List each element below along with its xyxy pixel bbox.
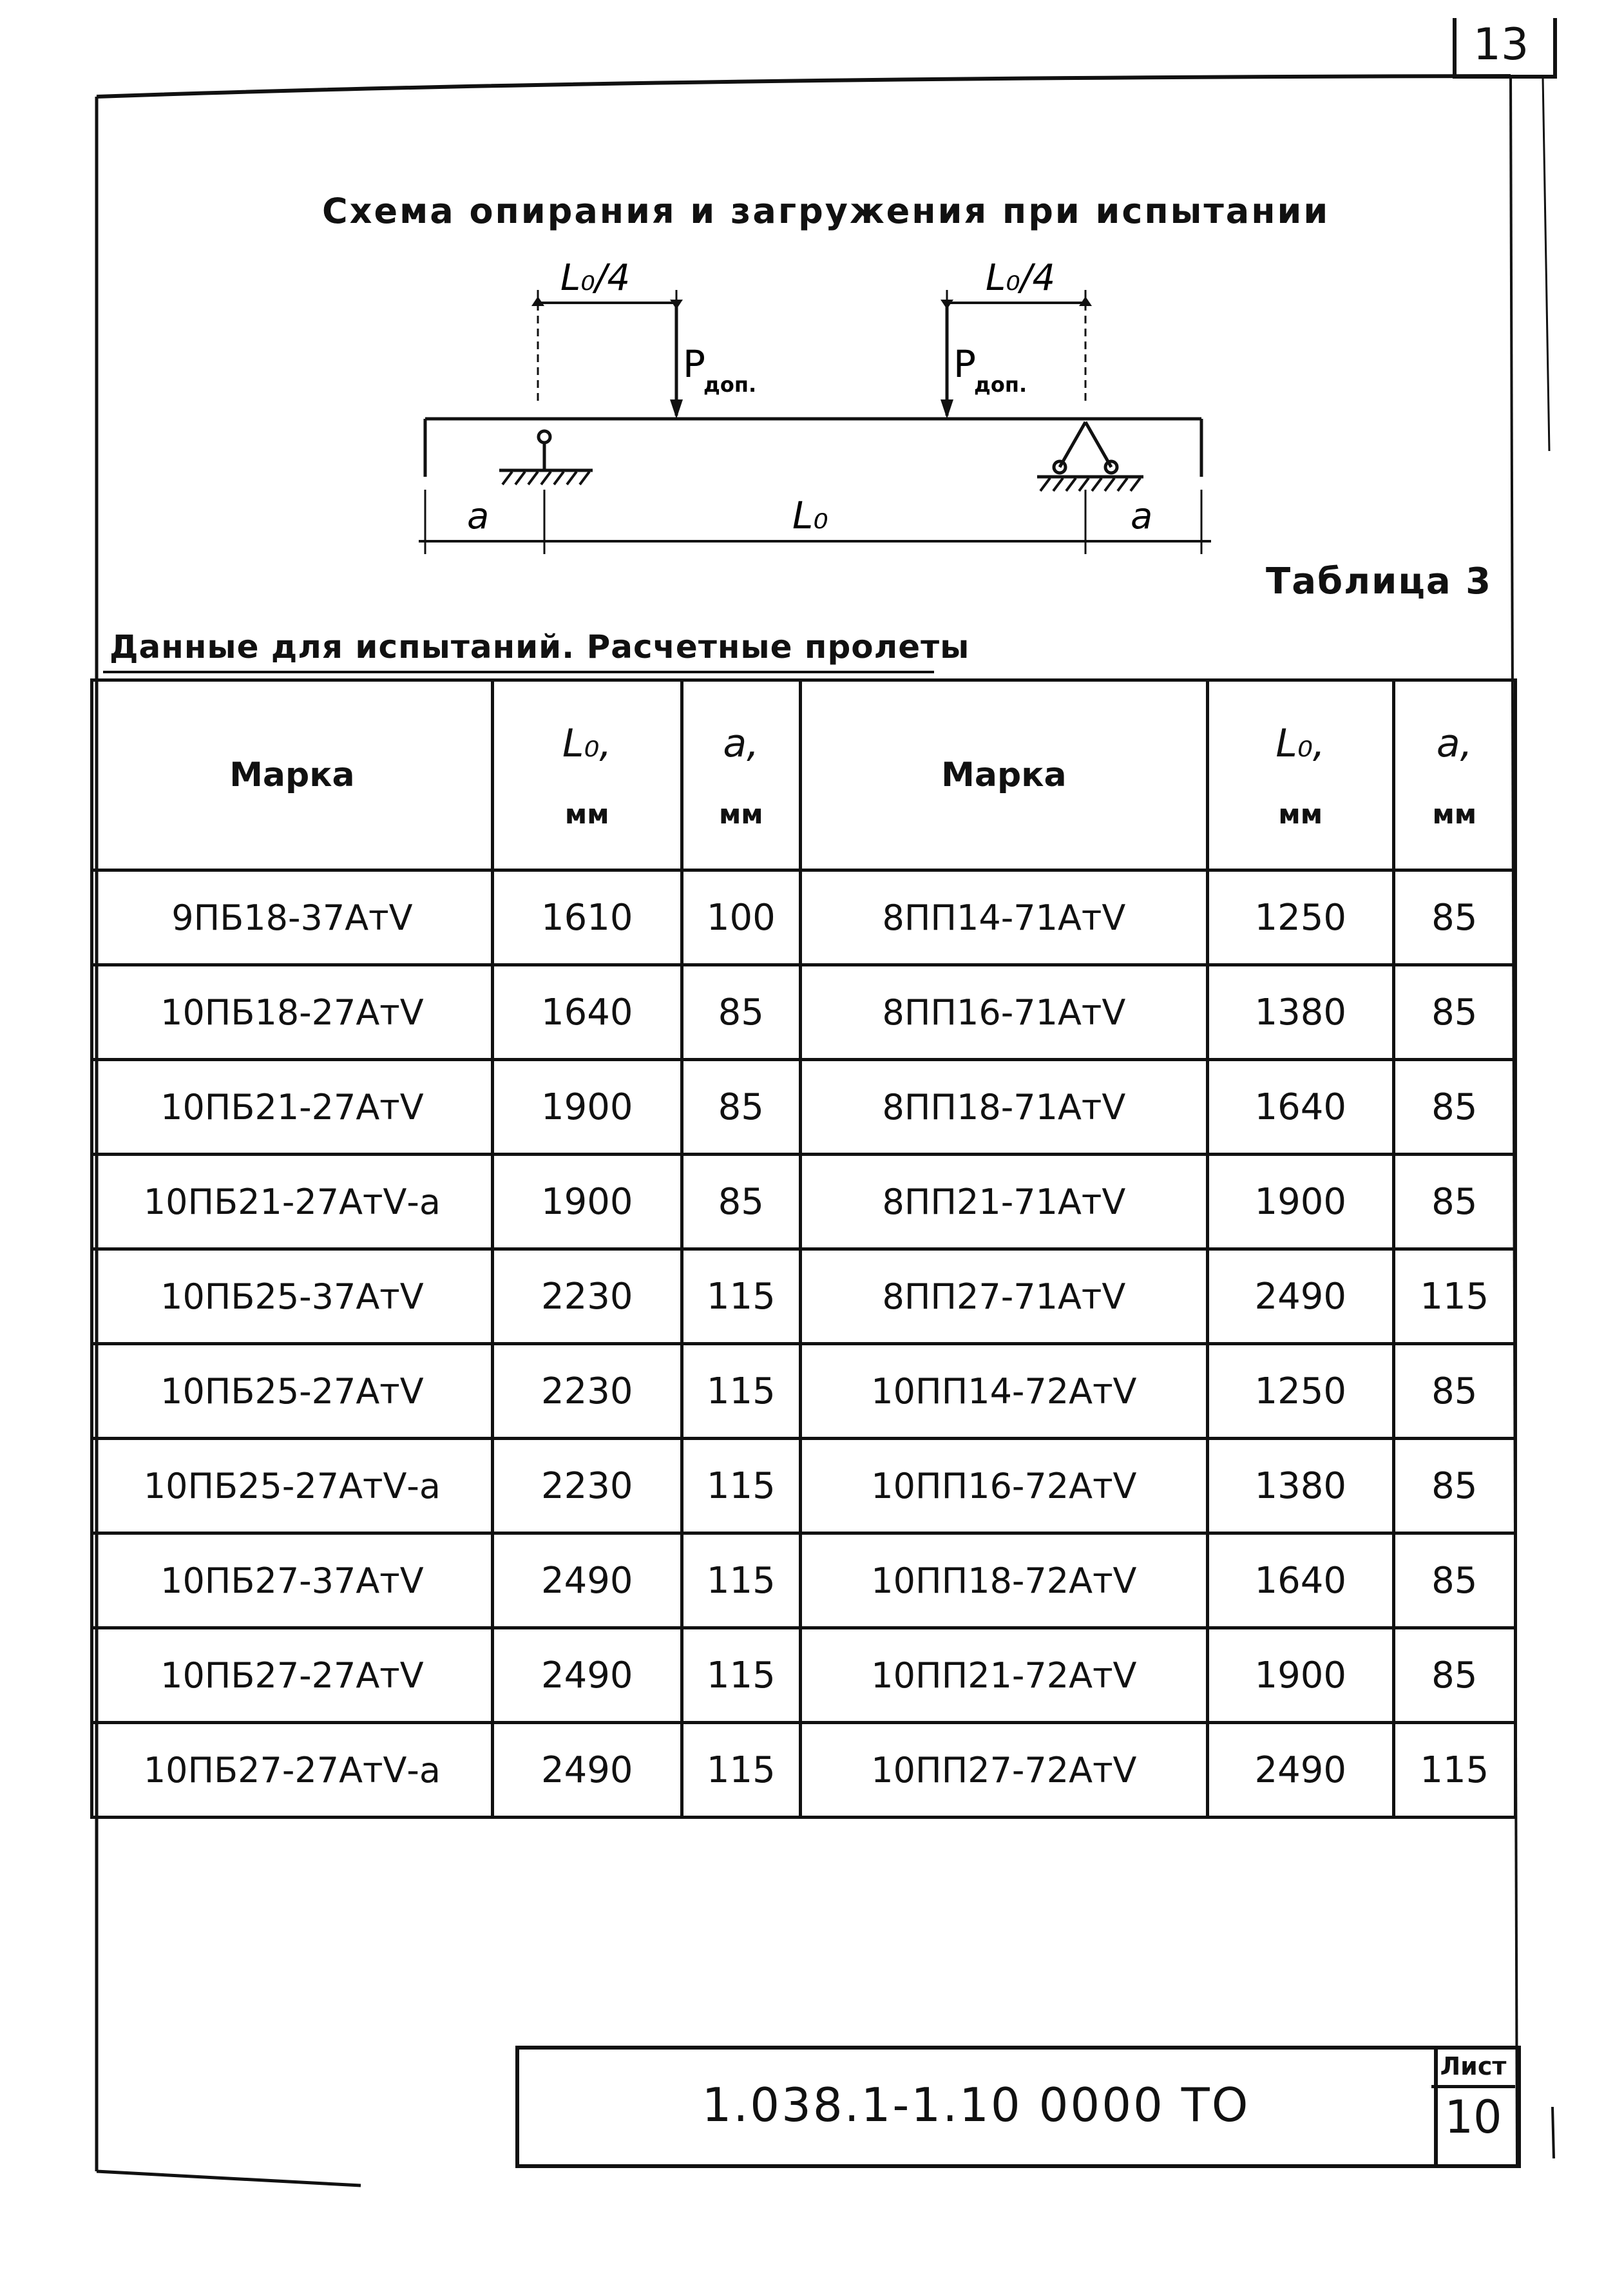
cell-a1: 85 [682, 965, 800, 1060]
cell-lo2: 1380 [1207, 965, 1393, 1060]
overhang-left-label: a [467, 495, 490, 537]
cell-mark2: 10ПП16-72АтⅤ [801, 1439, 1208, 1533]
cell-mark1: 10ПБ25-27АтⅤ-а [92, 1439, 493, 1533]
table-row [92, 965, 1516, 1060]
cell-a1: 100 [682, 870, 800, 965]
right-support [1060, 422, 1085, 467]
header-mark-left: Марка [92, 680, 493, 870]
header-a-left-unit: мм [718, 798, 763, 830]
sheet-label: Лист [1431, 2048, 1515, 2088]
cell-a2: 115 [1393, 1723, 1515, 1818]
cell-a1: 115 [682, 1533, 800, 1628]
cell-a1: 85 [682, 1155, 800, 1249]
cell-a2: 85 [1393, 1439, 1515, 1533]
cell-mark2: 8ПП21-71АтⅤ [801, 1155, 1208, 1249]
overhang-right-label: a [1131, 495, 1153, 537]
cell-mark1: 10ПБ21-27АтⅤ [92, 1060, 493, 1155]
loading-scheme-diagram [387, 245, 1263, 580]
scheme-title: Схема опирания и загружения при испытании [322, 191, 1330, 231]
table-label: Таблица 3 [1266, 561, 1493, 602]
cell-a2: 85 [1393, 1628, 1515, 1723]
header-lo-left [492, 680, 682, 870]
cell-a2: 85 [1393, 1344, 1515, 1439]
table-row [92, 1344, 1516, 1439]
header-lo-right-unit: мм [1278, 798, 1323, 830]
header-a-right-unit: мм [1432, 798, 1477, 830]
cell-lo2: 1640 [1207, 1060, 1393, 1155]
cell-a1: 115 [682, 1344, 800, 1439]
table-row [92, 1439, 1516, 1533]
cell-lo2: 1250 [1207, 870, 1393, 965]
header-lo-right-symbol: L₀, [1275, 720, 1325, 766]
cell-lo1: 1900 [492, 1060, 682, 1155]
cell-a2: 85 [1393, 965, 1515, 1060]
cell-lo1: 2230 [492, 1439, 682, 1533]
quarter-span-right-label: L₀/4 [986, 257, 1056, 299]
cell-lo1: 1900 [492, 1155, 682, 1249]
cell-lo1: 1610 [492, 870, 682, 965]
cell-lo2: 1380 [1207, 1439, 1393, 1533]
span-label: L₀ [792, 494, 828, 537]
cell-mark1: 10ПБ18-27АтⅤ [92, 965, 493, 1060]
table-row [92, 1723, 1516, 1818]
test-data-table [90, 678, 1517, 1819]
cell-mark1: 10ПБ27-37АтⅤ [92, 1533, 493, 1628]
header-lo-right [1207, 680, 1393, 870]
cell-a2: 115 [1393, 1249, 1515, 1344]
left-support [539, 431, 550, 443]
table-row [92, 1628, 1516, 1723]
header-a-left-symbol: a, [723, 720, 759, 766]
table-body [92, 870, 1516, 1818]
cell-a2: 85 [1393, 1533, 1515, 1628]
cell-lo1: 2490 [492, 1533, 682, 1628]
cell-mark2: 10ПП14-72АтⅤ [801, 1344, 1208, 1439]
cell-mark1: 10ПБ25-37АтⅤ [92, 1249, 493, 1344]
header-lo-left-unit: мм [564, 798, 609, 830]
load-right-label: P [953, 342, 976, 386]
quarter-span-left-label: L₀/4 [560, 257, 631, 299]
cell-lo2: 2490 [1207, 1249, 1393, 1344]
load-left-label: P [683, 342, 705, 386]
cell-a2: 85 [1393, 870, 1515, 965]
cell-mark1: 10ПБ27-27АтⅤ [92, 1628, 493, 1723]
cell-mark2: 10ПП27-72АтⅤ [801, 1723, 1208, 1818]
document-code: 1.038.1-1.10 0000 ТО [702, 2078, 1250, 2132]
table-header-row [92, 680, 1516, 870]
cell-mark2: 10ПП18-72АтⅤ [801, 1533, 1208, 1628]
page-number: 13 [1473, 19, 1529, 70]
table-caption: Данные для испытаний. Расчетные пролеты [110, 628, 970, 666]
cell-lo1: 2490 [492, 1723, 682, 1818]
cell-mark1: 9ПБ18-37АтⅤ [92, 870, 493, 965]
cell-lo1: 1640 [492, 965, 682, 1060]
header-a-right [1393, 680, 1515, 870]
cell-lo2: 1640 [1207, 1533, 1393, 1628]
cell-a1: 115 [682, 1439, 800, 1533]
cell-mark1: 10ПБ25-27АтⅤ [92, 1344, 493, 1439]
header-lo-left-symbol: L₀, [562, 720, 612, 766]
cell-lo2: 1900 [1207, 1628, 1393, 1723]
header-a-right-symbol: a, [1436, 720, 1473, 766]
cell-a1: 115 [682, 1723, 800, 1818]
cell-a1: 115 [682, 1249, 800, 1344]
cell-lo1: 2230 [492, 1344, 682, 1439]
cell-lo2: 1900 [1207, 1155, 1393, 1249]
table-row [92, 1060, 1516, 1155]
cell-mark1: 10ПБ21-27АтⅤ-а [92, 1155, 493, 1249]
cell-lo2: 2490 [1207, 1723, 1393, 1818]
table-row [92, 1249, 1516, 1344]
table-row [92, 1533, 1516, 1628]
cell-lo1: 2490 [492, 1628, 682, 1723]
cell-mark1: 10ПБ27-27АтⅤ-а [92, 1723, 493, 1818]
cell-mark2: 8ПП27-71АтⅤ [801, 1249, 1208, 1344]
caption-underline [103, 669, 941, 675]
cell-a2: 85 [1393, 1060, 1515, 1155]
cell-a1: 85 [682, 1060, 800, 1155]
header-mark-right: Марка [801, 680, 1208, 870]
cell-a2: 85 [1393, 1155, 1515, 1249]
cell-mark2: 8ПП18-71АтⅤ [801, 1060, 1208, 1155]
sheet-number: 10 [1444, 2091, 1502, 2144]
table-row [92, 1155, 1516, 1249]
cell-mark2: 10ПП21-72АтⅤ [801, 1628, 1208, 1723]
cell-lo2: 1250 [1207, 1344, 1393, 1439]
table-row [92, 870, 1516, 965]
cell-a1: 115 [682, 1628, 800, 1723]
load-left-sub: доп. [703, 372, 757, 397]
load-right-sub: доп. [974, 372, 1027, 397]
cell-lo1: 2230 [492, 1249, 682, 1344]
cell-mark2: 8ПП16-71АтⅤ [801, 965, 1208, 1060]
header-a-left [682, 680, 800, 870]
cell-mark2: 8ПП14-71АтⅤ [801, 870, 1208, 965]
